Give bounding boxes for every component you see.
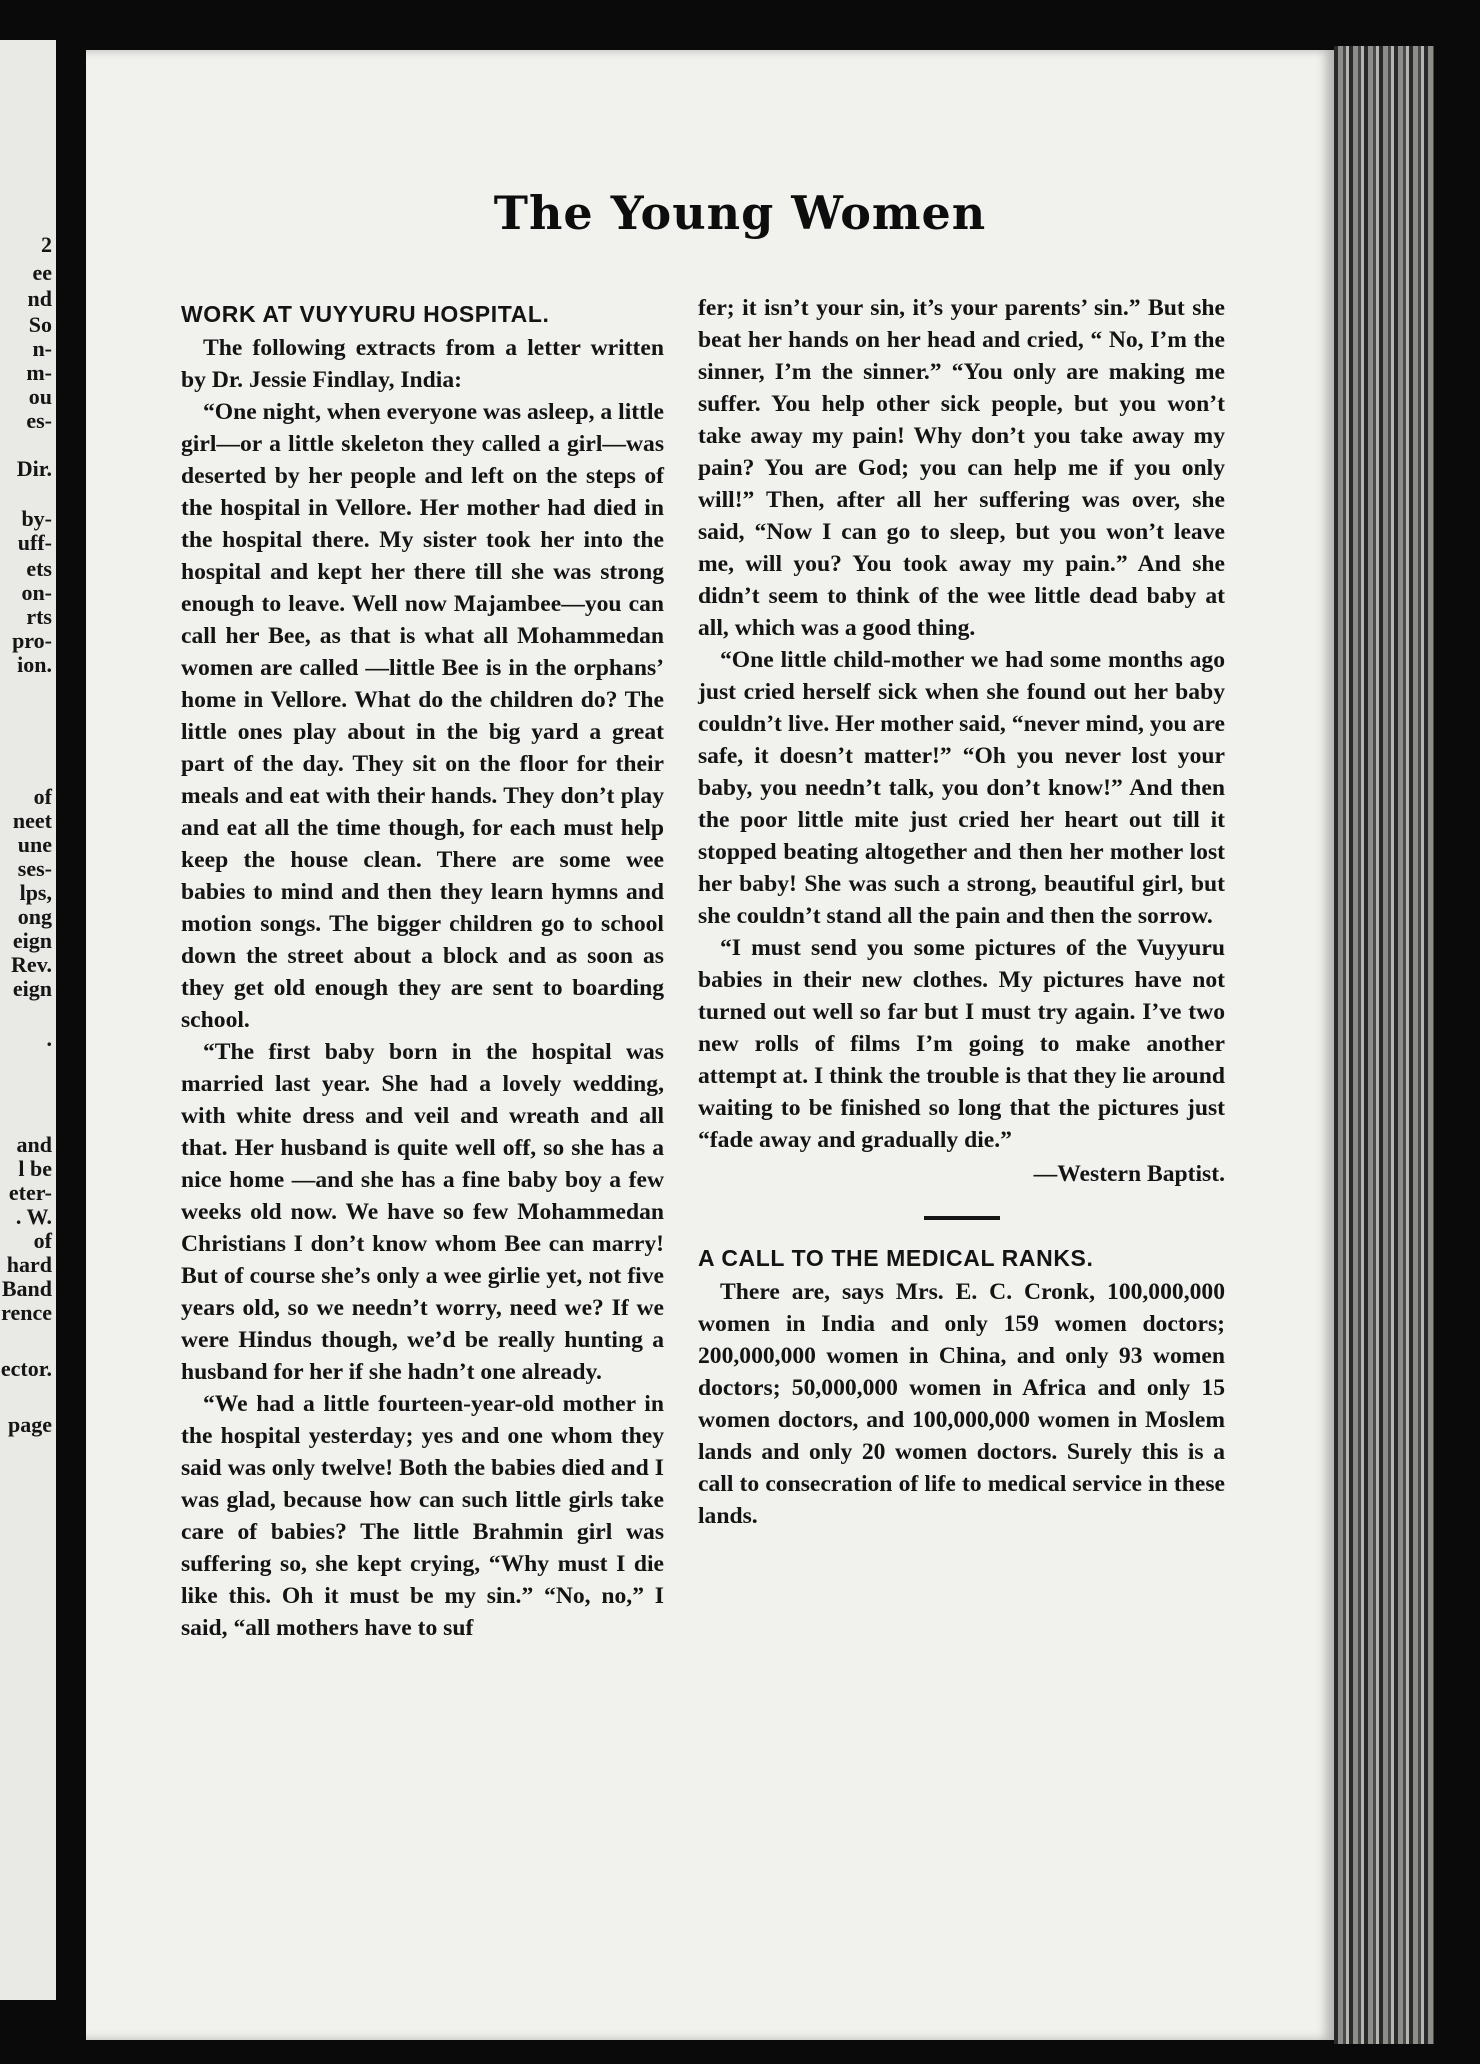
- adjacent-page-text-fragment: lps,: [19, 880, 52, 905]
- adjacent-page-text-fragment: . W.: [15, 1204, 52, 1229]
- adjacent-page-text-fragment: es-: [26, 408, 52, 433]
- section-divider: [924, 1216, 1000, 1220]
- article-heading-medical-ranks: A CALL TO THE MEDICAL RANKS.: [698, 1245, 1094, 1271]
- adjacent-page-text-fragment: nd: [27, 286, 52, 311]
- article-paragraph-continued: fer; it isn’t your sin, it’s your parents’ sin.” But she beat her hands on her head and cried, “ No, I’m the sinner, I’m the sinner.” “You only are making me suffer. You help other sick people, but you won’t take away my pain! Why don’t you take away my pain? You are God; you can help me if you only will!” Then, after all her suffering was over, she said, “Now I can go to sleep, but you won’t leave me, will you? You took away my pain.” And she didn’t seem to think of the wee little dead baby at all, which was a good thing.: [698, 295, 1225, 641]
- adjacent-page-text-fragment: n-: [32, 336, 52, 361]
- article-paragraph: “I must send you some pictures of the Vuyyuru babies in their new clothes. My pictures have not turned out well so far but I must try again. I’ve two new rolls of films I’m going to make another attempt at. I think the trouble is that they lie around waiting to be finished so long that the pictures just “fade away and gradually die.”: [698, 935, 1225, 1153]
- adjacent-page-text-fragment: ets: [26, 556, 52, 581]
- adjacent-page-text-fragment: So: [28, 312, 52, 337]
- article-paragraph: “One little child-mother we had some months ago just cried herself sick when she found out her baby couldn’t live. Her mother said, “never mind, you are safe, it doesn’t matter!” “Oh you never lost your baby, you needn’t talk, you don’t know!” And then the poor little mite just cried her heart out till it stopped beating altogether and then her mother lost her baby! She was such a strong, beautiful girl, but she couldn’t stand all the pain and then the sorrow.: [698, 647, 1225, 929]
- adjacent-page-text-fragment: and: [16, 1132, 52, 1157]
- adjacent-page-text-fragment: on-: [21, 580, 52, 605]
- adjacent-page-text-fragment: ee: [32, 260, 52, 285]
- adjacent-page-edge: [0, 40, 56, 2000]
- adjacent-page-text-fragment: une: [17, 832, 52, 857]
- book-page-edges: [1334, 46, 1434, 2044]
- adjacent-page-text-fragment: page: [8, 1412, 52, 1437]
- article-paragraph: There are, says Mrs. E. C. Cronk, 100,000,000 women in India and only 159 women doctors; 200,000,000 women in China, and only 93 women doctors; 50,000,000 women in Africa and only 15 women doctors, and 100,000,000 women in Moslem lands and only 20 women doctors. Surely this is a call to consecration of life to medical service in these lands.: [698, 1279, 1225, 1529]
- adjacent-page-text-fragment: neet: [12, 808, 52, 833]
- article-paragraph: The following extracts from a letter written by Dr. Jessie Findlay, India:: [181, 335, 664, 393]
- adjacent-page-text-fragment: m-: [26, 360, 52, 385]
- adjacent-page-text-fragment: by-: [21, 506, 52, 531]
- adjacent-page-text-fragment: 2: [41, 232, 52, 257]
- article-paragraph: “One night, when everyone was asleep, a little girl—or a little skeleton they called a girl—was deserted by her people and left on the steps of the hospital in Vellore. Her mother had died in the hospital there. My sister took her into the hospital and kept her there till she was strong enough to leave. Well now Majambee—you can call her Bee, as that is what all Mohammedan women are called —little Bee is in the orphans’ home in Vellore. What do the children do? The little ones play about in the big yard a great part of the day. They sit on the floor for their meals and eat with their hands. They don’t play and eat all the time though, for each must help keep the house clean. There are some wee babies to mind and then they learn hymns and motion songs. The bigger children go to school down the street about a block and as soon as they get old enough they are sent to boarding school.: [181, 399, 664, 1033]
- adjacent-page-text-fragment: eign: [12, 976, 52, 1001]
- adjacent-page-text-fragment: of: [33, 1228, 52, 1253]
- left-column: [181, 298, 664, 1644]
- adjacent-page-text-fragment: ion.: [17, 652, 52, 677]
- adjacent-page-text-fragment: hard: [6, 1252, 52, 1277]
- adjacent-page-text-fragment: ector.: [0, 1356, 52, 1381]
- adjacent-page-text-fragment: Rev.: [11, 952, 52, 977]
- adjacent-page-text-fragment: Dir.: [16, 456, 52, 481]
- adjacent-page-text-fragment: l be: [18, 1156, 52, 1181]
- adjacent-page-text-fragment: rts: [26, 604, 52, 629]
- adjacent-page-text-fragment: ou: [28, 384, 52, 409]
- adjacent-page-text-fragment: rence: [1, 1300, 52, 1325]
- adjacent-page-text-fragment: .: [46, 1026, 52, 1051]
- article-heading-vuyyuru: WORK AT VUYYURU HOSPITAL.: [181, 301, 550, 327]
- section-masthead: The Young Women: [493, 186, 987, 240]
- adjacent-page-text-fragment: uff-: [17, 530, 52, 555]
- article-paragraph: “The first baby born in the hospital was married last year. She had a lovely wedding, with white dress and veil and wreath and all that. Her husband is quite well off, so she has a nice home —and she has a fine baby boy a few weeks old now. We have so few Mohammedan Christians I don’t know whom Bee can marry! But of course she’s only a wee girlie yet, not five years old, so we needn’t worry, need we? If we were Hindus though, we’d be really hunting a husband for her if she hadn’t one already.: [181, 1039, 664, 1385]
- adjacent-page-text-fragment: ses-: [17, 856, 52, 881]
- right-column: [698, 292, 1225, 1532]
- adjacent-page-text-fragment: Band: [1, 1276, 52, 1301]
- adjacent-page-text-fragment: ong: [17, 904, 52, 929]
- article-attribution: —Western Baptist.: [1033, 1161, 1225, 1187]
- article-paragraph-split: “We had a little fourteen-year-old mother in the hospital yesterday; yes and one whom they said was only twelve! Both the babies died and I was glad, because how can such little girls take care of babies? The little Brahmin girl was suffering so, she kept crying, “Why must I die like this. Oh it must be my sin.” “No, no,” I said, “all mothers have to suf: [181, 1391, 664, 1641]
- adjacent-page-text-fragment: eign: [12, 928, 52, 953]
- adjacent-page-text-fragment: pro-: [12, 628, 52, 653]
- adjacent-page-text-fragment: of: [33, 784, 52, 809]
- adjacent-page-text-fragment: eter-: [8, 1180, 52, 1205]
